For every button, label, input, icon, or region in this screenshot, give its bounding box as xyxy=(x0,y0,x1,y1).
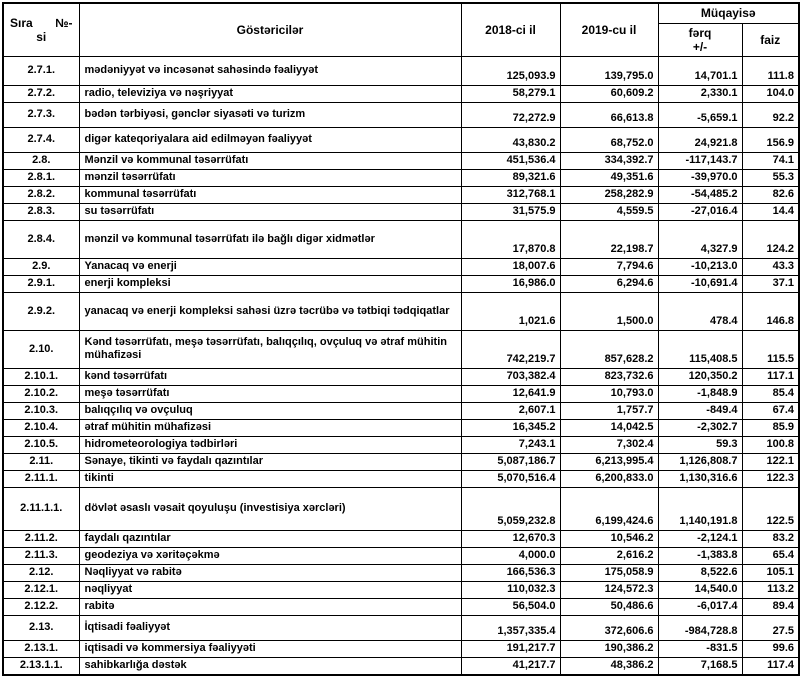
row-number: 2.7.1. xyxy=(3,56,79,85)
row-number: 2.12.1. xyxy=(3,581,79,598)
value-2018: 89,321.6 xyxy=(461,169,560,186)
table-body xyxy=(3,56,799,675)
value-2019: 190,386.2 xyxy=(560,640,658,657)
value-diff: 1,126,808.7 xyxy=(658,453,742,470)
row-number: 2.12. xyxy=(3,564,79,581)
value-percent: 85.9 xyxy=(742,419,799,436)
table-row xyxy=(3,85,799,102)
value-percent: 117.1 xyxy=(742,368,799,385)
value-percent: 146.8 xyxy=(742,292,799,330)
value-percent: 111.8 xyxy=(742,56,799,85)
value-percent: 85.4 xyxy=(742,385,799,402)
row-label: dövlət əsaslı vəsait qoyuluşu (investisiya xərcləri) xyxy=(79,487,461,530)
value-diff: -39,970.0 xyxy=(658,169,742,186)
value-percent: 92.2 xyxy=(742,102,799,127)
row-label: radio, televiziya və nəşriyyat xyxy=(79,85,461,102)
value-2019: 258,282.9 xyxy=(560,186,658,203)
value-2018: 125,093.9 xyxy=(461,56,560,85)
table-row xyxy=(3,615,799,640)
header-sira-line2: si xyxy=(36,29,47,44)
value-2018: 1,357,335.4 xyxy=(461,615,560,640)
value-2018: 56,504.0 xyxy=(461,598,560,615)
row-label: meşə təsərrüfatı xyxy=(79,385,461,402)
value-2018: 110,032.3 xyxy=(461,581,560,598)
row-number: 2.7.2. xyxy=(3,85,79,102)
value-2018: 16,345.2 xyxy=(461,419,560,436)
row-label: kommunal təsərrüfatı xyxy=(79,186,461,203)
row-label: iqtisadi və kommersiya fəaliyyəti xyxy=(79,640,461,657)
row-number: 2.9.2. xyxy=(3,292,79,330)
value-2019: 6,199,424.6 xyxy=(560,487,658,530)
value-diff: 59.3 xyxy=(658,436,742,453)
value-2019: 1,757.7 xyxy=(560,402,658,419)
row-number: 2.12.2. xyxy=(3,598,79,615)
value-percent: 122.5 xyxy=(742,487,799,530)
row-number: 2.10.5. xyxy=(3,436,79,453)
value-2019: 857,628.2 xyxy=(560,330,658,368)
value-diff: -54,485.2 xyxy=(658,186,742,203)
value-percent: 82.6 xyxy=(742,186,799,203)
value-diff: -5,659.1 xyxy=(658,102,742,127)
value-diff: -10,691.4 xyxy=(658,275,742,292)
table-row xyxy=(3,487,799,530)
value-2019: 2,616.2 xyxy=(560,547,658,564)
table-row xyxy=(3,453,799,470)
value-diff: 24,921.8 xyxy=(658,127,742,152)
value-2019: 7,302.4 xyxy=(560,436,658,453)
value-diff: 14,701.1 xyxy=(658,56,742,85)
value-percent: 43.3 xyxy=(742,258,799,275)
row-label: kənd təsərrüfatı xyxy=(79,368,461,385)
row-number: 2.13.1. xyxy=(3,640,79,657)
table-row xyxy=(3,127,799,152)
value-percent: 99.6 xyxy=(742,640,799,657)
row-label: ətraf mühitin mühafizəsi xyxy=(79,419,461,436)
value-2019: 6,213,995.4 xyxy=(560,453,658,470)
value-2019: 14,042.5 xyxy=(560,419,658,436)
row-number: 2.10.2. xyxy=(3,385,79,402)
row-number: 2.10. xyxy=(3,330,79,368)
value-2019: 48,386.2 xyxy=(560,657,658,675)
row-number: 2.11.3. xyxy=(3,547,79,564)
value-2019: 4,559.5 xyxy=(560,203,658,220)
value-percent: 156.9 xyxy=(742,127,799,152)
value-2018: 31,575.9 xyxy=(461,203,560,220)
value-diff: -6,017.4 xyxy=(658,598,742,615)
header-faiz: faiz xyxy=(742,23,799,56)
value-2018: 191,217.7 xyxy=(461,640,560,657)
table-row xyxy=(3,292,799,330)
header-row-1 xyxy=(3,3,799,23)
value-diff: -117,143.7 xyxy=(658,152,742,169)
table-row xyxy=(3,385,799,402)
row-number: 2.8.2. xyxy=(3,186,79,203)
row-label: faydalı qazıntılar xyxy=(79,530,461,547)
table-row xyxy=(3,470,799,487)
value-percent: 117.4 xyxy=(742,657,799,675)
row-number: 2.10.1. xyxy=(3,368,79,385)
value-2019: 68,752.0 xyxy=(560,127,658,152)
value-diff: 1,140,191.8 xyxy=(658,487,742,530)
value-2018: 16,986.0 xyxy=(461,275,560,292)
row-number: 2.10.4. xyxy=(3,419,79,436)
row-number: 2.7.3. xyxy=(3,102,79,127)
row-label: enerji kompleksi xyxy=(79,275,461,292)
value-2019: 60,609.2 xyxy=(560,85,658,102)
row-label: hidrometeorologiya tədbirləri xyxy=(79,436,461,453)
value-2018: 58,279.1 xyxy=(461,85,560,102)
row-label: bədən tərbiyəsi, gənclər siyasəti və turizm xyxy=(79,102,461,127)
value-percent: 27.5 xyxy=(742,615,799,640)
header-year-2018: 2018-ci il xyxy=(461,3,560,56)
table-row xyxy=(3,203,799,220)
budget-table xyxy=(2,2,800,676)
value-2019: 49,351.6 xyxy=(560,169,658,186)
value-diff: -1,848.9 xyxy=(658,385,742,402)
row-number: 2.13.1.1. xyxy=(3,657,79,675)
row-label: Nəqliyyat və rabitə xyxy=(79,564,461,581)
header-sira-no xyxy=(3,3,79,56)
value-2019: 7,794.6 xyxy=(560,258,658,275)
row-label: su təsərrüfatı xyxy=(79,203,461,220)
value-percent: 89.4 xyxy=(742,598,799,615)
value-diff: -2,302.7 xyxy=(658,419,742,436)
value-2018: 2,607.1 xyxy=(461,402,560,419)
value-2019: 1,500.0 xyxy=(560,292,658,330)
value-2018: 4,000.0 xyxy=(461,547,560,564)
row-label: Mənzil və kommunal təsərrüfatı xyxy=(79,152,461,169)
row-label: Yanacaq və enerji xyxy=(79,258,461,275)
table-row xyxy=(3,275,799,292)
table-row xyxy=(3,102,799,127)
row-number: 2.8. xyxy=(3,152,79,169)
table-row xyxy=(3,419,799,436)
value-percent: 115.5 xyxy=(742,330,799,368)
value-percent: 104.0 xyxy=(742,85,799,102)
value-2018: 5,070,516.4 xyxy=(461,470,560,487)
value-2018: 742,219.7 xyxy=(461,330,560,368)
row-label: tikinti xyxy=(79,470,461,487)
row-number: 2.11.1. xyxy=(3,470,79,487)
value-percent: 122.3 xyxy=(742,470,799,487)
table-row xyxy=(3,657,799,675)
row-number: 2.8.1. xyxy=(3,169,79,186)
table-row xyxy=(3,564,799,581)
value-diff: 14,540.0 xyxy=(658,581,742,598)
value-2018: 166,536.3 xyxy=(461,564,560,581)
table-header xyxy=(3,3,799,56)
value-diff: 1,130,316.6 xyxy=(658,470,742,487)
value-2018: 7,243.1 xyxy=(461,436,560,453)
value-percent: 122.1 xyxy=(742,453,799,470)
value-2019: 334,392.7 xyxy=(560,152,658,169)
header-no-sign: №- xyxy=(55,15,73,30)
value-2018: 17,870.8 xyxy=(461,220,560,258)
value-percent: 113.2 xyxy=(742,581,799,598)
table-row xyxy=(3,402,799,419)
value-percent: 55.3 xyxy=(742,169,799,186)
table-row xyxy=(3,258,799,275)
value-diff: 2,330.1 xyxy=(658,85,742,102)
value-2019: 6,294.6 xyxy=(560,275,658,292)
header-muqayise: Müqayisə xyxy=(658,3,799,23)
value-2019: 50,486.6 xyxy=(560,598,658,615)
table-row xyxy=(3,581,799,598)
value-2018: 1,021.6 xyxy=(461,292,560,330)
table-row xyxy=(3,530,799,547)
table-row xyxy=(3,56,799,85)
value-2018: 5,059,232.8 xyxy=(461,487,560,530)
row-label: geodeziya və xəritəçəkmə xyxy=(79,547,461,564)
header-sira-word: Sıra xyxy=(10,15,33,30)
row-number: 2.10.3. xyxy=(3,402,79,419)
value-2018: 43,830.2 xyxy=(461,127,560,152)
row-label: Sənaye, tikinti və faydalı qazıntılar xyxy=(79,453,461,470)
value-2018: 5,087,186.7 xyxy=(461,453,560,470)
value-diff: 478.4 xyxy=(658,292,742,330)
row-label: balıqçılıq və ovçuluq xyxy=(79,402,461,419)
value-percent: 67.4 xyxy=(742,402,799,419)
row-number: 2.8.4. xyxy=(3,220,79,258)
value-diff: -1,383.8 xyxy=(658,547,742,564)
row-label: yanacaq və enerji kompleksi sahəsi üzrə təcrübə və tətbiqi tədqiqatlar xyxy=(79,292,461,330)
header-year-2019: 2019-cu il xyxy=(560,3,658,56)
value-diff: -831.5 xyxy=(658,640,742,657)
value-percent: 14.4 xyxy=(742,203,799,220)
value-diff: -2,124.1 xyxy=(658,530,742,547)
table-row xyxy=(3,330,799,368)
value-2019: 6,200,833.0 xyxy=(560,470,658,487)
table-row xyxy=(3,220,799,258)
value-2018: 41,217.7 xyxy=(461,657,560,675)
row-label: mədəniyyət və incəsənət sahəsində fəaliyyət xyxy=(79,56,461,85)
value-diff: -27,016.4 xyxy=(658,203,742,220)
header-ferq-label: fərq xyxy=(688,25,712,40)
table-row xyxy=(3,152,799,169)
row-label: rabitə xyxy=(79,598,461,615)
row-label: sahibkarlığa dəstək xyxy=(79,657,461,675)
value-2019: 372,606.6 xyxy=(560,615,658,640)
row-number: 2.11.2. xyxy=(3,530,79,547)
table-row xyxy=(3,368,799,385)
value-2019: 10,546.2 xyxy=(560,530,658,547)
table-row xyxy=(3,547,799,564)
table-row xyxy=(3,169,799,186)
row-label: mənzil təsərrüfatı xyxy=(79,169,461,186)
value-diff: -10,213.0 xyxy=(658,258,742,275)
value-diff: 115,408.5 xyxy=(658,330,742,368)
value-percent: 105.1 xyxy=(742,564,799,581)
table-row xyxy=(3,598,799,615)
value-2019: 66,613.8 xyxy=(560,102,658,127)
row-number: 2.13. xyxy=(3,615,79,640)
row-label: nəqliyyat xyxy=(79,581,461,598)
row-number: 2.8.3. xyxy=(3,203,79,220)
value-2018: 703,382.4 xyxy=(461,368,560,385)
value-2018: 451,536.4 xyxy=(461,152,560,169)
row-number: 2.11. xyxy=(3,453,79,470)
value-percent: 37.1 xyxy=(742,275,799,292)
row-number: 2.9.1. xyxy=(3,275,79,292)
header-sira-line1 xyxy=(10,16,73,30)
row-label: digər kateqoriyalara aid edilməyən fəaliyyət xyxy=(79,127,461,152)
value-2019: 175,058.9 xyxy=(560,564,658,581)
table-row xyxy=(3,186,799,203)
header-ferq-sign: +/- xyxy=(692,39,708,54)
row-label: Kənd təsərrüfatı, meşə təsərrüfatı, balıqçılıq, ovçuluq və ətraf mühitin mühafizəsi xyxy=(79,330,461,368)
value-diff: 7,168.5 xyxy=(658,657,742,675)
row-label: mənzil və kommunal təsərrüfatı ilə bağlı digər xidmətlər xyxy=(79,220,461,258)
value-diff: -984,728.8 xyxy=(658,615,742,640)
value-2019: 124,572.3 xyxy=(560,581,658,598)
value-percent: 65.4 xyxy=(742,547,799,564)
row-number: 2.7.4. xyxy=(3,127,79,152)
value-diff: -849.4 xyxy=(658,402,742,419)
value-2019: 10,793.0 xyxy=(560,385,658,402)
row-number: 2.9. xyxy=(3,258,79,275)
header-gostericiler: Göstəricilər xyxy=(79,3,461,56)
table-row xyxy=(3,436,799,453)
value-2019: 22,198.7 xyxy=(560,220,658,258)
value-percent: 124.2 xyxy=(742,220,799,258)
table-row xyxy=(3,640,799,657)
value-2018: 312,768.1 xyxy=(461,186,560,203)
value-2019: 139,795.0 xyxy=(560,56,658,85)
value-percent: 100.8 xyxy=(742,436,799,453)
header-ferq xyxy=(658,23,742,56)
value-diff: 8,522.6 xyxy=(658,564,742,581)
row-label: İqtisadi fəaliyyət xyxy=(79,615,461,640)
value-2018: 18,007.6 xyxy=(461,258,560,275)
value-diff: 120,350.2 xyxy=(658,368,742,385)
value-2018: 72,272.9 xyxy=(461,102,560,127)
row-number: 2.11.1.1. xyxy=(3,487,79,530)
value-percent: 74.1 xyxy=(742,152,799,169)
value-diff: 4,327.9 xyxy=(658,220,742,258)
value-2019: 823,732.6 xyxy=(560,368,658,385)
value-percent: 83.2 xyxy=(742,530,799,547)
value-2018: 12,641.9 xyxy=(461,385,560,402)
value-2018: 12,670.3 xyxy=(461,530,560,547)
